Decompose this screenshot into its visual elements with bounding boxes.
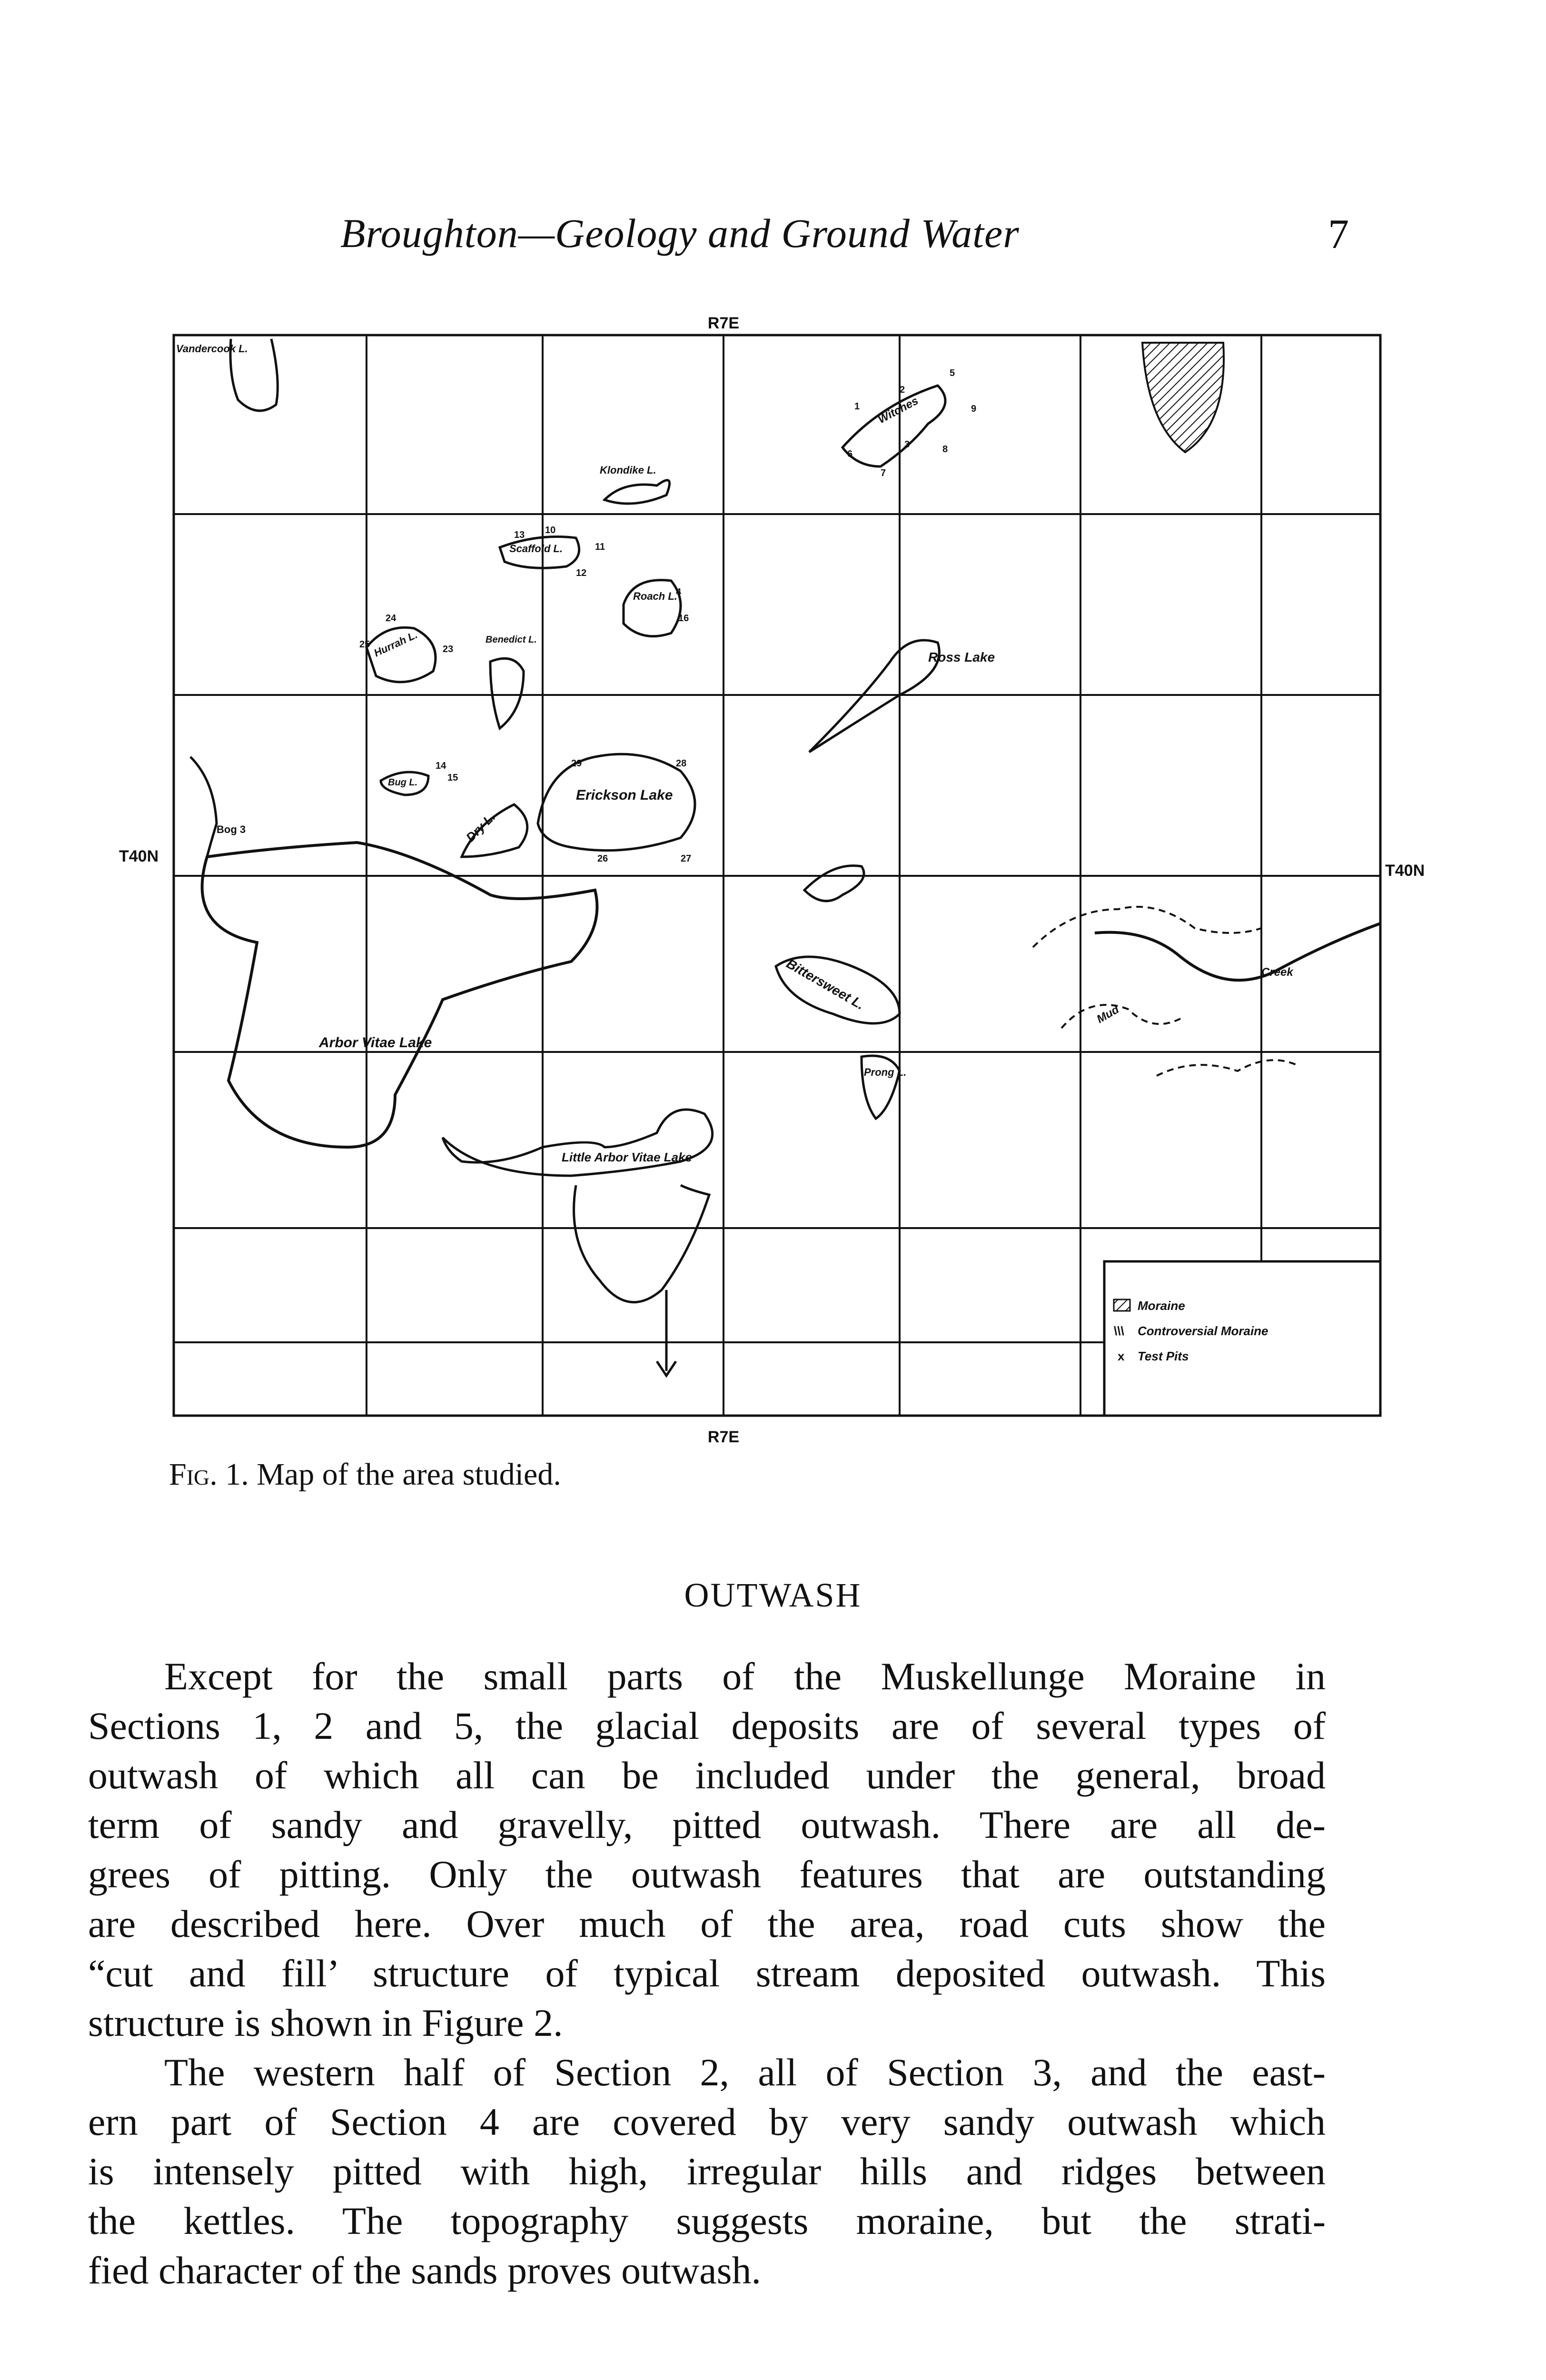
benedict-label: Benedict L. (486, 635, 537, 645)
klondike-label: Klondike L. (600, 464, 656, 476)
bittersweet-label: Bittersweet L. (784, 956, 867, 1013)
arbor-vitae-lake (202, 843, 597, 1147)
area-map-svg (119, 309, 1425, 1461)
prong-label: Prong L. (864, 1066, 907, 1078)
pit-2: 2 (900, 385, 905, 395)
arbor-vitae-label: Arbor Vitae Lake (319, 1035, 432, 1051)
mud-label: Mud (1094, 1003, 1121, 1026)
legend-test-pits-label: Test Pits (1138, 1349, 1189, 1363)
pit-12: 12 (576, 568, 587, 578)
pit-16: 16 (678, 613, 689, 624)
paragraph (88, 2048, 1326, 2295)
pit-9: 9 (971, 404, 977, 414)
pit-8: 8 (942, 444, 948, 455)
east-lake (804, 866, 864, 901)
page-number: 7 (1328, 211, 1349, 258)
moraine-area (1142, 343, 1224, 452)
pit-14: 14 (436, 761, 446, 771)
scaffold-label: Scaffold L. (509, 543, 563, 555)
text-line: “cut and fill’ structure of typical stream deposited outwash. This (88, 1952, 1326, 1995)
pit-29: 29 (571, 758, 582, 769)
text-line: structure is shown in Figure 2. (88, 2001, 563, 2044)
text-line: grees of pitting. Only the outwash features that are outstanding (88, 1853, 1326, 1896)
pit-4: 4 (676, 587, 682, 597)
area-map (119, 309, 1425, 1461)
controversial-moraine-area (1033, 907, 1299, 1076)
bug-label: Bug L. (388, 777, 418, 788)
township-left-label: T40N (119, 847, 159, 865)
dry-label: Dry L. (463, 809, 498, 845)
section-heading: OUTWASH (684, 1576, 862, 1614)
bog-channel (190, 757, 217, 857)
body-text (88, 1652, 1326, 2295)
witches-label: Witches (876, 394, 921, 426)
text-line: fied character of the sands proves outwash. (88, 2249, 761, 2292)
pit-6: 6 (847, 449, 853, 459)
text-line: are described here. Over much of the area, road cuts show the (88, 1902, 1326, 1945)
legend-controversial-symbol: \\\ (1114, 1324, 1124, 1338)
legend-controversial-label: Controversial Moraine (1138, 1324, 1269, 1338)
prong-lake (862, 1056, 900, 1119)
text-line: The western half of Section 2, all of Section 3, and the east- (164, 2051, 1326, 2094)
text-line: is intensely pitted with high, irregular hills and ridges between (88, 2150, 1326, 2193)
legend-moraine-swatch (1114, 1299, 1130, 1311)
pit-24: 24 (386, 613, 396, 624)
legend-moraine-label: Moraine (1138, 1299, 1185, 1313)
township-right-label: T40N (1385, 862, 1425, 880)
pit-27: 27 (681, 853, 692, 864)
figure-caption-text: Map of the area studied. (257, 1457, 561, 1492)
pit-3: 3 (904, 439, 910, 450)
creek-label: Creek (1261, 966, 1293, 979)
pit-15: 15 (447, 773, 458, 783)
pit-10: 10 (545, 525, 556, 536)
section-grid (174, 335, 1380, 1416)
erickson-label: Erickson Lake (576, 787, 673, 803)
pit-23: 23 (443, 644, 454, 654)
roach-lake (624, 580, 681, 636)
witches-lake (842, 386, 945, 466)
figure-label: Fig. 1. (169, 1457, 249, 1492)
little-arbor-vitae-lake (443, 1110, 713, 1302)
legend-box (1104, 1261, 1380, 1416)
legend-pit-symbol: x (1118, 1349, 1125, 1363)
pit-11: 11 (595, 542, 605, 552)
ross-lake (809, 640, 939, 752)
benedict-lake (490, 658, 524, 728)
pit-28: 28 (676, 758, 687, 769)
text-line: ern part of Section 4 are covered by very sandy outwash which (88, 2100, 1326, 2143)
paragraph (88, 1652, 1326, 2048)
hurrah-label: Hurrah L. (372, 628, 419, 659)
pit-7: 7 (881, 468, 886, 478)
text-line: Sections 1, 2 and 5, the glacial deposits are of several types of (88, 1704, 1326, 1747)
page-header (0, 209, 1546, 267)
klondike-lake (605, 480, 670, 504)
text-line: term of sandy and gravelly, pitted outwash. There are all de- (88, 1803, 1326, 1846)
pit-13: 13 (514, 530, 525, 540)
ross-label: Ross Lake (928, 650, 995, 664)
pit-25: 25 (359, 639, 370, 650)
pit-1: 1 (854, 401, 860, 412)
roach-label: Roach L. (633, 590, 677, 602)
pit-26: 26 (597, 853, 608, 864)
running-head: Broughton—Geology and Ground Water (340, 210, 1020, 256)
text-line: outwash of which all can be included under the general, broad (88, 1754, 1326, 1797)
vandercook-label: Vandercook L. (176, 343, 248, 355)
bog-label: Bog 3 (217, 823, 246, 835)
range-bottom-label: R7E (707, 1428, 740, 1446)
text-line: the kettles. The topography suggests moraine, but the strati- (88, 2199, 1326, 2242)
range-top-label: R7E (707, 314, 740, 332)
text-line: Except for the small parts of the Muskellunge Moraine in (164, 1655, 1326, 1698)
outlet-arrow (657, 1290, 676, 1376)
pit-5: 5 (950, 368, 955, 378)
figure-caption (169, 1457, 561, 1493)
little-arbor-vitae-label: Little Arbor Vitae Lake (562, 1150, 693, 1164)
